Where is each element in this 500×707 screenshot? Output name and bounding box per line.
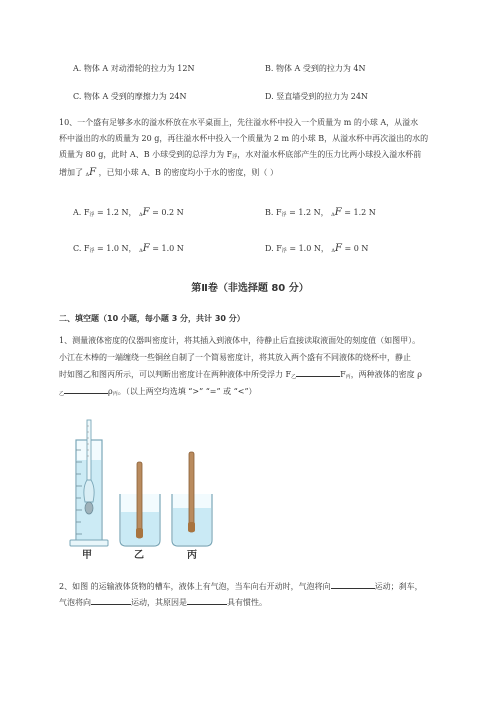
q10-line-1: 10、一个盛有足够多水的溢水杯放在水平桌面上，先往溢水杯中投入一个质量为 m 的小球 A，从溢水 xyxy=(59,118,419,127)
figure-label-bing: 丙 xyxy=(187,550,197,561)
delta-subscript: Δ xyxy=(331,212,335,218)
q2-line-2-tail: 具有惯性。 xyxy=(227,598,267,607)
subscript-yi: 乙 xyxy=(291,374,297,380)
q2-line-2-text: 气泡将向 xyxy=(59,598,91,607)
option-sub: 浮 xyxy=(281,248,287,254)
answer-blank-2[interactable] xyxy=(64,393,108,394)
option-label: D. F xyxy=(265,244,282,253)
delta-subscript: Δ xyxy=(139,248,143,254)
option-value-1: = 1.2 N， xyxy=(96,208,137,217)
option-value-1: = 1.0 N， xyxy=(97,244,137,253)
q10-line-3-text: 质量为 80 g，此时 A、B 小球受到的总浮力为 F xyxy=(59,150,233,159)
q10-option-d xyxy=(265,243,368,254)
figure-label-yi: 乙 xyxy=(134,550,144,561)
q1-line-1: 1、测量液体密度的仪器叫密度计，将其插入到液体中，待静止后直接读取液面处的刻度值（如图甲）。 xyxy=(59,336,421,345)
subscript-yi: 乙 xyxy=(59,391,65,397)
delta-f-symbol: F xyxy=(89,167,97,178)
rho-symbol: ρ xyxy=(108,387,113,396)
option-label: B. F xyxy=(265,208,282,217)
q1-line-3 xyxy=(59,370,422,382)
option-value-1: = 1.0 N， xyxy=(289,244,329,253)
q2-line-1-text: 2、如图 的运输液体货物的槽车，液体上有气泡，当车向右开动时，气泡将向 xyxy=(59,582,331,591)
figure-label-jia: 甲 xyxy=(82,550,92,561)
q1-line-3-tail: ，两种液体的密度 ρ xyxy=(350,370,422,379)
q10-line-4 xyxy=(59,168,278,180)
float-subscript: 浮 xyxy=(232,154,238,160)
beaker-yi xyxy=(120,462,160,546)
delta-f-symbol: F xyxy=(335,243,342,254)
answer-blank-4[interactable] xyxy=(91,604,131,605)
option-sub: 浮 xyxy=(281,212,287,218)
part-title: 二、填空题（10 小题，每小题 3 分，共计 30 分） xyxy=(59,314,245,323)
q10-line-2: 杯中溢出的水的质量为 20 g，再往溢水杯中投入一个质量为 2 m 的小球 B，从溢水杯中再次溢出的水的 xyxy=(59,134,429,143)
q1-line-3-f: F xyxy=(340,370,346,379)
option-value-1: = 1.2 N， xyxy=(289,208,329,217)
section-title: 第Ⅱ卷（非选择题 80 分） xyxy=(191,283,309,294)
q2-line-2-mid: 运动，其原因是 xyxy=(131,598,187,607)
q9-option-a: A. 物体 A 对动滑轮的拉力为 12N xyxy=(73,64,195,73)
option-sub: 浮 xyxy=(89,248,95,254)
q1-line-4 xyxy=(59,387,257,399)
q2-line-2 xyxy=(59,598,267,608)
cylinder-jia xyxy=(70,420,108,546)
answer-blank-1[interactable] xyxy=(296,376,340,377)
option-value-2: = 0 N xyxy=(344,244,369,253)
q10-line-4-tail: ，已知小球 A、B 的密度均小于水的密度，则（ ） xyxy=(98,168,278,177)
subscript-bing: 丙 xyxy=(345,374,351,380)
q2-line-1-tail: 运动；刹车， xyxy=(374,582,423,591)
q10-line-3-tail: ，水对溢水杯底部产生的压力比两小球投入溢水杯前 xyxy=(237,150,422,159)
q9-option-b: B. 物体 A 受到的拉力为 4N xyxy=(265,64,366,73)
q10-line-3 xyxy=(59,150,421,162)
q2-line-1 xyxy=(59,582,423,592)
delta-subscript: Δ xyxy=(85,172,90,178)
beaker-bing xyxy=(172,452,212,546)
delta-f-symbol: F xyxy=(334,207,342,218)
q9-option-d: D. 竖直墙受到的拉力为 24N xyxy=(265,92,368,101)
subscript-bing: 丙 xyxy=(112,391,118,397)
q1-line-4-tail: 。（以上两空均选填 “>” “=” 或 “<”） xyxy=(117,387,257,396)
q9-option-c: C. 物体 A 受到的摩擦力为 24N xyxy=(73,92,187,101)
hydrometer-figure xyxy=(60,412,240,562)
q1-line-3-text: 时如图乙和图丙所示，可以判断出密度计在两种液体中所受浮力 F xyxy=(59,370,292,379)
answer-blank-3[interactable] xyxy=(331,588,375,589)
delta-f-symbol: F xyxy=(142,243,150,254)
q10-option-c xyxy=(73,243,184,254)
option-label: C. F xyxy=(73,244,90,253)
option-label: A. F xyxy=(73,208,90,217)
delta-subscript: Δ xyxy=(331,248,336,254)
delta-f-symbol: F xyxy=(142,207,150,218)
q1-line-2: 小江在木棒的一端缠绕一些铜丝自制了一个简易密度计，将其放入两个盛有不同液体的烧杯中，静止 xyxy=(59,353,411,362)
delta-subscript: Δ xyxy=(139,212,143,218)
option-value-2: = 0.2 N xyxy=(152,208,184,217)
option-sub: 浮 xyxy=(89,212,95,218)
q10-option-a xyxy=(73,207,184,218)
q10-line-4-text: 增加了 xyxy=(59,168,83,177)
option-value-2: = 1.0 N xyxy=(152,244,184,253)
option-value-2: = 1.2 N xyxy=(344,208,376,217)
q10-option-b xyxy=(265,207,376,218)
answer-blank-5[interactable] xyxy=(187,604,227,605)
